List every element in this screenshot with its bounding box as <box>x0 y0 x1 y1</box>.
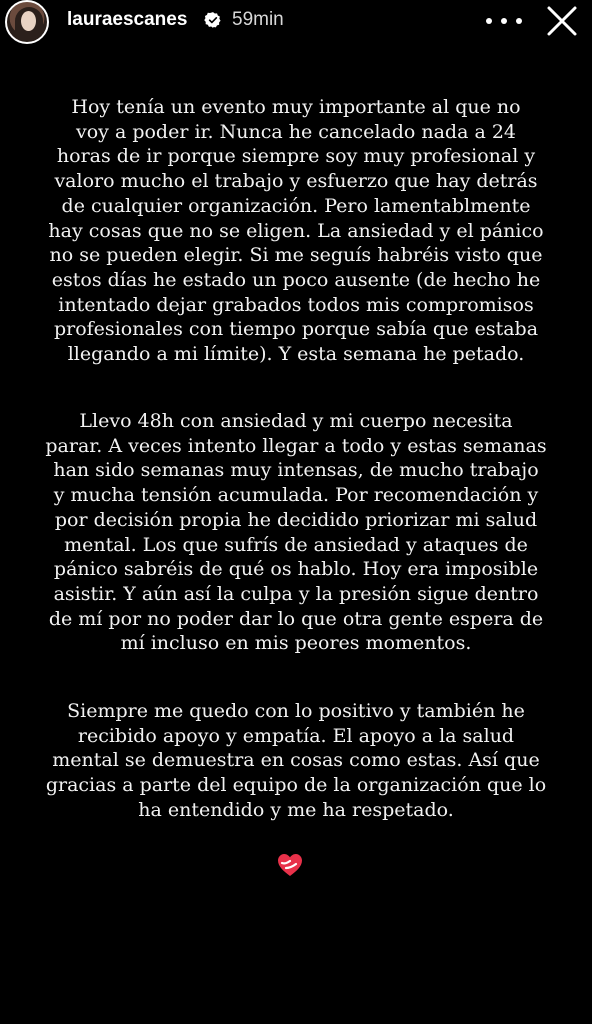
post-time: 59min <box>232 9 284 30</box>
verified-badge-icon <box>204 11 222 29</box>
close-icon[interactable] <box>545 4 579 38</box>
story-paragraph-3: Siempre me quedo con lo positivo y también he recibido apoyo y empatía. El apoyo a la salud mental se demuestra en cosas como estas. Así que gracias a parte del equipo de la organización que lo ha entendido y me ha respetado. <box>45 700 547 821</box>
dot <box>501 18 507 24</box>
avatar-face <box>21 11 36 31</box>
mending-heart-icon <box>276 851 304 879</box>
avatar[interactable] <box>5 0 49 44</box>
more-options-icon[interactable] <box>486 8 522 34</box>
story-header <box>0 0 592 44</box>
username[interactable]: lauraescanes <box>67 9 188 30</box>
story-paragraph-1: Hoy tenía un evento muy importante al que no voy a poder ir. Nunca he cancelado nada a 24 horas de ir porque siempre soy muy profesional y valoro mucho el trabajo y esfuerzo que hay detrás de cualquier organización. Pero lamentablmente hay cosas que no se eligen. La ansiedad y el pánico no se pueden elegir. Si me seguís habréis visto que estos días he estado un poco ausente (de hecho he intentado dejar grabados todos mis compromisos profesionales con tiempo porque sabía que estaba llegando a mi límite). Y esta semana he petado. <box>48 96 544 366</box>
dot <box>516 18 522 24</box>
story-paragraph-2: Llevo 48h con ansiedad y mi cuerpo necesita parar. A veces intento llegar a todo y estas semanas han sido semanas muy intensas, de mucho trabajo y mucha tensión acumulada. Por recomendación y por decisión propia he decidido priorizar mi salud mental. Los que sufrís de ansiedad y ataques de pánico sabréis de qué os hablo. Hoy era imposible asistir. Y aún así la culpa y la presión sigue dentro de mí por no poder dar lo que otra gente espera de mí incluso en mis peores momentos. <box>45 410 547 655</box>
dot <box>486 18 492 24</box>
